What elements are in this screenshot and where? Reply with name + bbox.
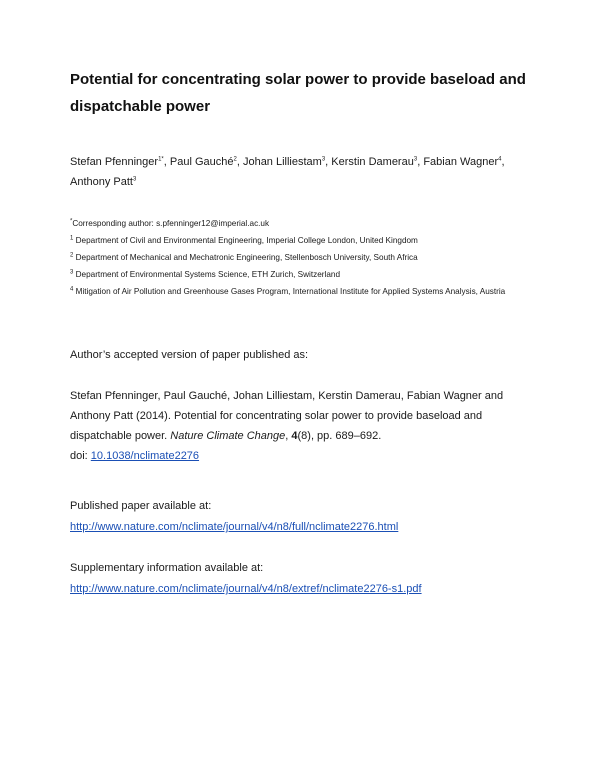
author-name: Fabian Wagner [423, 156, 499, 168]
affiliation-list [70, 215, 540, 300]
affiliation-mark: 1 [70, 235, 74, 242]
citation-issue-pages: (8), pp. 689–692. [297, 430, 382, 442]
published-paper-link[interactable]: http://www.nature.com/nclimate/journal/v4/n8/full/nclimate2276.html [70, 521, 399, 533]
author-affiliation-mark: 2 [233, 156, 237, 163]
published-paper-section [70, 496, 540, 538]
author-separator: , [163, 156, 170, 168]
doi-label: doi: [70, 450, 91, 462]
paper-title: Potential for concentrating solar power to provide baseload and dispatchable power [70, 71, 526, 115]
supplementary-link[interactable]: http://www.nature.com/nclimate/journal/v4/n8/extref/nclimate2276-s1.pdf [70, 583, 422, 595]
affiliation-text: Corresponding author: s.pfenninger12@imperial.ac.uk [72, 219, 270, 228]
author-name: Stefan Pfenninger [70, 156, 159, 168]
author-affiliation-mark: 1* [158, 156, 164, 163]
affiliation-text: Mitigation of Air Pollution and Greenhouse Gases Program, International Institute for Applied Systems Analysis, Austria [75, 287, 506, 296]
author-affiliation-mark: 3 [413, 156, 418, 163]
citation-volume: 4 [291, 430, 298, 442]
affiliation-text: Department of Mechanical and Mechatronic Engineering, Stellenbosch University, South Africa [75, 253, 418, 262]
author-separator: , [501, 156, 505, 168]
affiliation-text: Department of Civil and Environmental Engineering, Imperial College London, United Kingdom [75, 236, 418, 245]
author-list [70, 152, 540, 192]
author-separator: , [236, 156, 243, 168]
author-separator: , [417, 156, 424, 168]
doi-link[interactable]: 10.1038/nclimate2276 [90, 450, 200, 462]
author-affiliation-mark: 3 [321, 156, 326, 163]
affiliation-mark: 2 [70, 252, 74, 259]
affiliation-mark: 4 [70, 286, 74, 293]
author-affiliation-mark: 3 [133, 176, 137, 183]
corresponding-author-note [70, 215, 540, 232]
affiliation-item [70, 249, 540, 266]
affiliation-mark: 3 [70, 269, 74, 276]
affiliation-item [70, 232, 540, 249]
author-name: Anthony Patt [70, 176, 133, 188]
supplementary-section [70, 558, 540, 600]
author-affiliation-mark: 4 [498, 156, 502, 163]
published-label: Published paper available at: [70, 500, 212, 512]
citation-journal: Nature Climate Change [170, 430, 286, 442]
affiliation-mark: * [70, 218, 73, 225]
accepted-version-label: Author’s accepted version of paper published as: [70, 349, 309, 361]
author-separator: , [325, 156, 332, 168]
author-name: Paul Gauché [169, 156, 234, 168]
citation-authors-title: Stefan Pfenninger, Paul Gauché, Johan Lilliestam, Kerstin Damerau, Fabian Wagner and Anthony Patt (2014). Potential for concentrating solar power to provide baseload and dispatchable power. [70, 390, 504, 442]
supplementary-label: Supplementary information available at: [70, 562, 264, 574]
affiliation-item [70, 283, 540, 300]
author-name: Kerstin Damerau [331, 156, 414, 168]
citation: Stefan Pfenninger, Paul Gauché, Johan Lilliestam, Kerstin Damerau, Fabian Wagner and Anthony Patt (2014). Potential for concentrating solar power to provide baseload and dispatchable power. Nature Climate Change, 4(8), pp. 689–692. doi: 10.1038/nclimate2276 [70, 390, 504, 462]
affiliation-item [70, 266, 540, 283]
author-name: Johan Lilliestam [242, 156, 322, 168]
affiliation-text: Department of Environmental Systems Science, ETH Zurich, Switzerland [75, 270, 340, 279]
